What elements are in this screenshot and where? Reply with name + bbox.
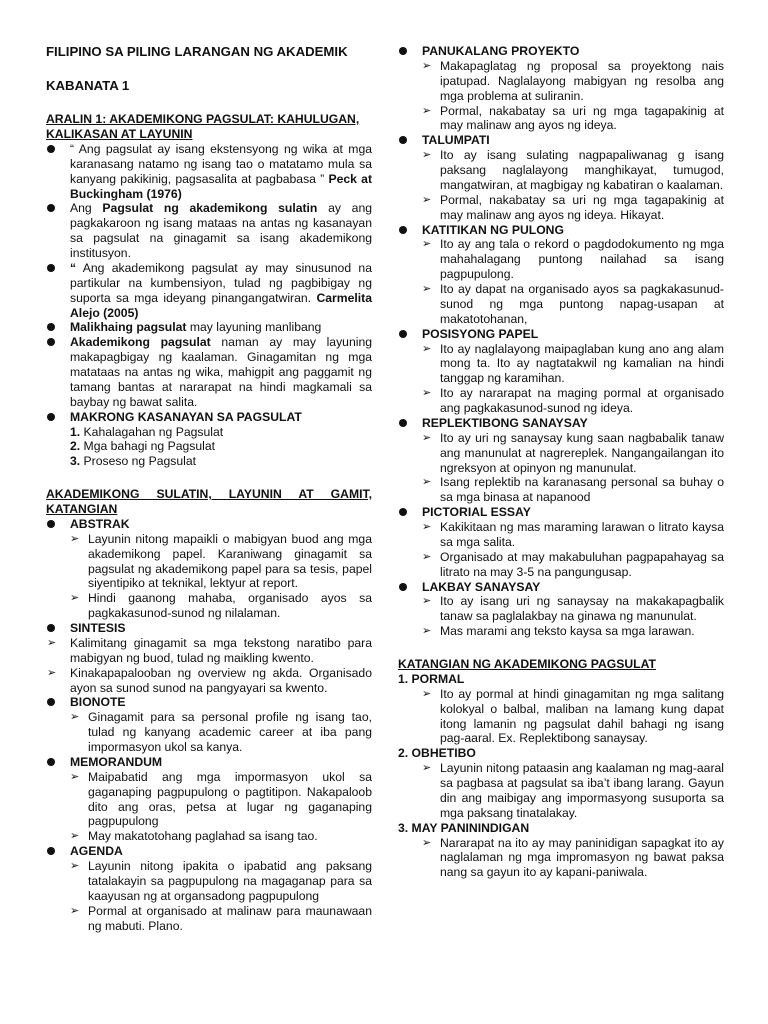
lakbay-point-1: ➢ Ito ay isang uri ng sanaysay na makakapagbalik tanaw sa paglalakbay na ginawa ng manunulat. — [398, 594, 724, 624]
types-heading-line1: AKADEMIKONG SULATIN, LAYUNIN AT GAMIT, — [46, 487, 372, 502]
sulatin-list-talumpati — [398, 133, 724, 148]
sulatin-list-panukala — [398, 44, 724, 59]
replektibo-point-2: ➢ Isang replektib na karanasang personal sa buhay o sa mga binasa at napanood — [398, 475, 724, 505]
quote-author: Carmelita Alejo (2005) — [70, 290, 372, 320]
section-pictorial-essay — [398, 505, 724, 520]
panukala-point-2: ➢ Pormal, nakabatay sa uri ng mga tagapakinig at may malinaw ang ayos ng ideya. — [398, 104, 724, 134]
list-item-malikhain — [46, 320, 372, 335]
macro-item-1 — [46, 425, 372, 440]
section-talumpati — [398, 133, 724, 148]
sulatin-list-katitikan — [398, 223, 724, 238]
pictorial-point-1: ➢ Kakikitaan ng mas maraming larawan o litrato kaysa sa mga salita. — [398, 520, 724, 550]
section-bionote — [46, 695, 372, 710]
item-text: Ang — [70, 201, 103, 216]
memorandum-point-1: ➢ Maipabatid ang mga impormasyon ukol sa gaganaping pagpupulong o pagtitipon. Nakapaloob dito ang oras, petsa at lugar ng gaganaping pagpupulong — [46, 770, 372, 830]
sulatin-list-replektibo — [398, 416, 724, 431]
item-text: Mga bahagi ng Pagsulat — [80, 439, 216, 454]
pictorial-point-2: ➢ Organisado at may makabuluhan pagpapahayag sa litrato na may 3-5 na pangungusap. — [398, 550, 724, 580]
section-title: PICTORIAL ESSAY — [422, 505, 531, 520]
quote-mark: “ — [70, 260, 77, 275]
sulatin-list-sintesis — [46, 621, 372, 636]
item-text: naman ay may layuning makapagbigay ng kaalaman. Ginagamitan ng mga matataas na antas ng wika, mahigpit ang paggamit ng tamang bantas at nararapat na hindi magkamali sa baybay ng bawat salita. — [70, 335, 372, 409]
section-title: SINTESIS — [70, 621, 126, 636]
section-title: AGENDA — [70, 844, 123, 859]
item-term: Malikhaing pagsulat — [70, 320, 187, 335]
item-text: Proseso ng Pagsulat — [80, 454, 197, 469]
list-item-makrong-kasanayan — [46, 410, 372, 425]
panukala-point-1: ➢ Makapaglatag ng proposal sa proyektong nais ipatupad. Naglalayong mabigyan ng resolba ang mga problema at suliranin. — [398, 59, 724, 104]
item-term: Akademikong pagsulat — [70, 335, 211, 350]
sulatin-list-left — [46, 517, 372, 532]
section-title: BIONOTE — [70, 695, 126, 710]
macro-item-3 — [46, 454, 372, 469]
list-item-peck-quote — [46, 142, 372, 202]
macro-item-2 — [46, 439, 372, 454]
section-title: REPLEKTIBONG SANAYSAY — [422, 415, 588, 430]
katitikan-point-1: ➢ Ito ay ang tala o rekord o pagdodokumento ng mga mahahalagang puntong nailahad sa isang pagpupulong. — [398, 237, 724, 282]
bionote-point-1: ➢ Ginagamit para sa personal profile ng isang tao, tulad ng kanyang academic career at iba pang impormasyon ukol sa kanya. — [46, 710, 372, 755]
section-title: PANUKALANG PROYEKTO — [422, 44, 580, 58]
abstrak-point-1: ➢ Layunin nitong mapaikli o mabigyan buod ang mga akademikong papel. Karaniwang ginagamit sa pagsulat ng akademikong papel para sa tesis, papel siyentipiko at teknikal, lektyur at report. — [46, 532, 372, 592]
sulatin-list-pictorial — [398, 505, 724, 520]
section-title: POSISYONG PAPEL — [422, 326, 539, 341]
katangian-point-paninindigan: ➢ Nararapat na ito ay may paninidigan sapagkat ito ay naglalaman ng mga impromasyon ng bawat paksa nang sa gayun ito ay kapani-paniwala. — [398, 836, 724, 881]
replektibo-point-1: ➢ Ito ay uri ng sanaysay kung saan nagbabalik tanaw ang manunulat at nagrereplek. Nangangailangan ito ngreksyon at opinyon ng manunulat. — [398, 431, 724, 476]
section-sintesis — [46, 621, 372, 636]
section-agenda — [46, 844, 372, 859]
item-title: MAKRONG KASANAYAN SA PAGSULAT — [70, 409, 302, 424]
katangian-title-pormal: 1. PORMAL — [398, 671, 465, 686]
talumpati-point-2: ➢ Pormal, nakabatay sa uri ng mga tagapakinig at may malinaw ang ayos ng ideya. Hikayat. — [398, 193, 724, 223]
sintesis-point-1: ➢ Kalimitang ginagamit sa mga tekstong naratibo para mabigyan ng buod, tulad ng maikling kwento. — [46, 636, 372, 666]
item-number: 2. — [70, 439, 81, 454]
right-column — [398, 44, 724, 880]
katangian-title-paninindigan: 3. MAY PANININDIGAN — [398, 820, 530, 835]
document-title: FILIPINO SA PILING LARANGAN NG AKADEMIK — [46, 44, 348, 59]
posisyon-point-2: ➢ Ito ay nararapat na maging pormal at organisado ang pagkakasunod-sunod ng ideya. — [398, 386, 724, 416]
abstrak-point-2: ➢ Hindi gaanong mahaba, organisado ayos sa pagkakasunod-sunod ng nilalaman. — [46, 591, 372, 621]
list-item-akademiko — [46, 335, 372, 409]
item-text: ay ang pagkakaroon ng isang mataas na antas ng kasanayan sa pagsulat na ginagamit sa isang akademikong institusyon. — [70, 201, 373, 261]
item-text: may layuning manlibang — [186, 320, 322, 335]
katangian-point-pormal: ➢ Ito ay pormal at hindi ginagamitan ng mga salitang kolokyal o balbal, maliban na lamang kung dapat itong lamanin ng pagsulat dahil bahagi ng isang pag-aaral. Ex. Replektibong sanaysay. — [398, 687, 724, 747]
katangian-title-obhetibo: 2. OBHETIBO — [398, 746, 476, 761]
talumpati-point-1: ➢ Ito ay isang sulating nagpapaliwanag g isang paksang naglalayong manghikayat, tumugod, mangatwiran, at magbigay ng kabatiran o kaalaman. — [398, 148, 724, 193]
types-heading-line2: KATANGIAN — [46, 502, 118, 517]
memorandum-point-2: ➢ May makatotohang paglahad sa isang tao. — [46, 829, 372, 844]
section-title: MEMORANDUM — [70, 754, 163, 769]
sulatin-list-posisyon — [398, 327, 724, 342]
section-memorandum — [46, 755, 372, 770]
section-title: KATITIKAN NG PULONG — [422, 222, 564, 237]
quote-text: Ang akademikong pagsulat ay may sinusunod na partikular na kumbensiyon, tulad ng pagbibigay ng suporta sa mga ideyang pinangangatwiran. — [70, 260, 372, 305]
section-replektibong-sanaysay — [398, 416, 724, 431]
lesson-list — [46, 142, 372, 425]
sulatin-list-memorandum — [46, 755, 372, 770]
sulatin-list-agenda — [46, 844, 372, 859]
lesson-heading: ARALIN 1: AKADEMIKONG PAGSULAT: KAHULUGAN, KALIKASAN AT LAYUNIN — [46, 112, 360, 142]
quote-text: “ Ang pagsulat ay isang ekstensyong ng wika at mga karanasang natamo ng isang tao o matatamo mula sa kanyang pakikinig, pagsasalita at pagbabasa ” — [70, 141, 372, 186]
left-column — [46, 44, 372, 933]
quote-author: Peck at Buckingham (1976) — [70, 171, 372, 201]
section-katitikan-ng-pulong — [398, 223, 724, 238]
katitikan-point-2: ➢ Ito ay dapat na organisado ayos sa pagkakasunud-sunod ng mga puntong napag-usapan at makatotohanan, — [398, 282, 724, 327]
posisyon-point-1: ➢ Ito ay naglalayong maipaglaban kung ano ang alam mong ta. Ito ay nagtatakwil ng kamalian na hindi tanggap ng karamihan. — [398, 342, 724, 387]
section-panukalang-proyekto — [398, 44, 724, 59]
katangian-point-obhetibo: ➢ Layunin nitong pataasin ang kaalaman ng mag-aaral sa pagbasa at pagsulat sa iba’t ibang larang. Gayun din ang maibigay ang impormasyong susuporta sa mga paksang tinatalakay. — [398, 761, 724, 821]
katangian-heading: KATANGIAN NG AKADEMIKONG PAGSULAT — [398, 657, 656, 671]
section-title: TALUMPATI — [422, 133, 490, 148]
sulatin-list-bionote — [46, 695, 372, 710]
section-abstrak — [46, 517, 372, 532]
item-text: Kahalagahan ng Pagsulat — [80, 424, 224, 439]
sulatin-list-lakbay — [398, 580, 724, 595]
item-number: 3. — [70, 454, 81, 469]
item-number: 1. — [70, 424, 81, 439]
agenda-point-2: ➢ Pormal at organisado at malinaw para maunawaan ng mabuti. Plano. — [46, 904, 372, 934]
section-title: LAKBAY SANAYSAY — [422, 579, 541, 594]
list-item-pagsulat-akademiko — [46, 201, 372, 261]
item-term: Pagsulat ng akademikong sulatin — [102, 201, 318, 216]
sintesis-point-2: ➢ Kinakapapalooban ng overview ng akda. Organisado ayon sa sunod sunod na pangyayari sa kwento. — [46, 666, 372, 696]
section-lakbay-sanaysay — [398, 580, 724, 595]
section-title: ABSTRAK — [70, 516, 130, 531]
lakbay-point-2: ➢ Mas marami ang teksto kaysa sa mga larawan. — [398, 624, 724, 639]
agenda-point-1: ➢ Layunin nitong ipakita o ipabatid ang paksang tatalakayin sa pagpupulong na magaganap para sa kaayusan ng at organsadong pagpupulong — [46, 859, 372, 904]
chapter-title: KABANATA 1 — [46, 78, 130, 94]
section-posisyong-papel — [398, 327, 724, 342]
list-item-alejo-quote — [46, 261, 372, 321]
